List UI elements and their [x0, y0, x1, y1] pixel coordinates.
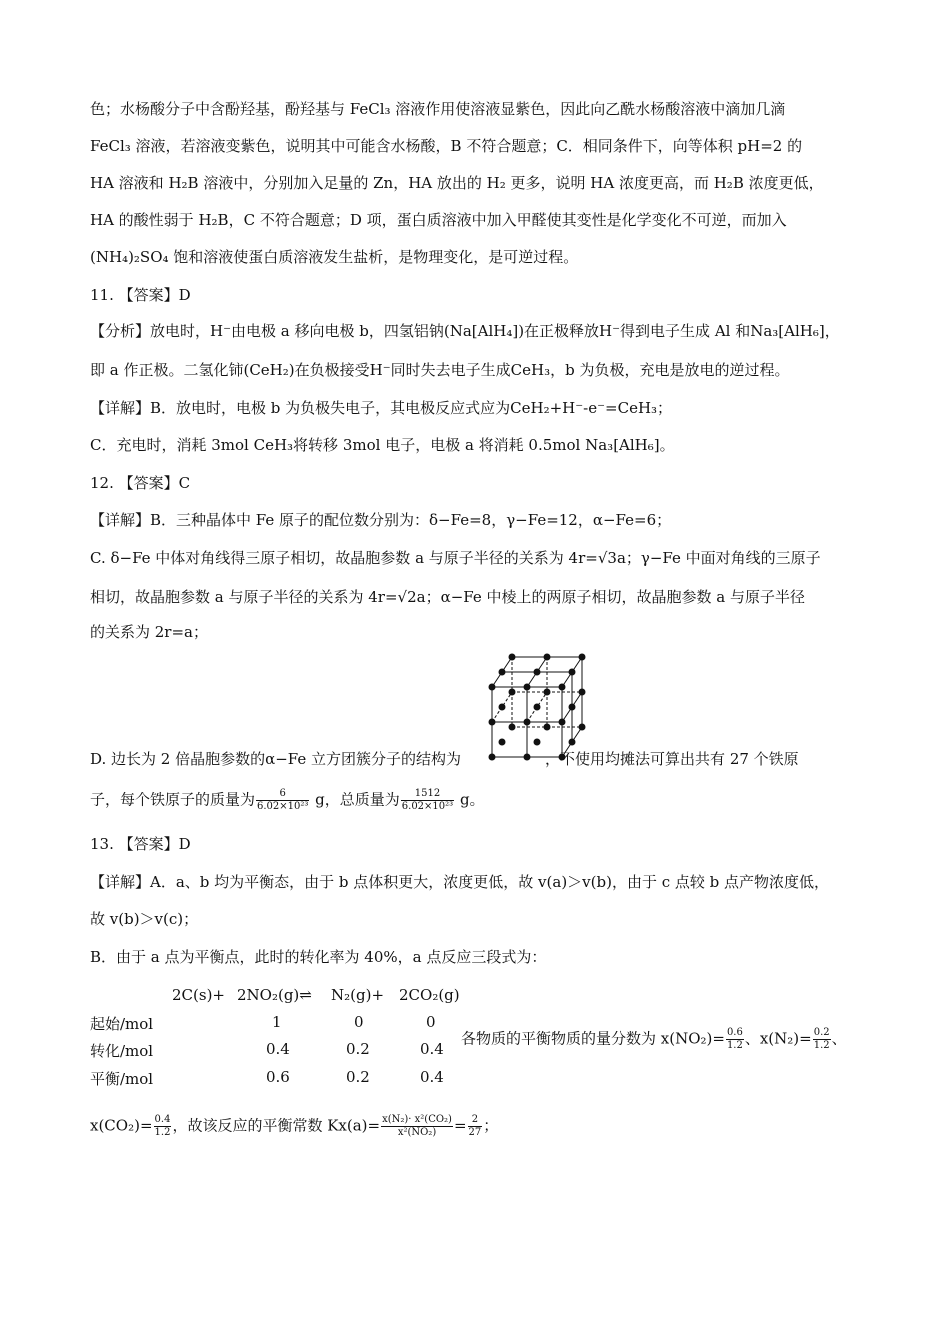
q12-d-pre: D. 边长为 2 倍晶胞参数的α−Fe 立方团簇分子的结构为	[90, 750, 462, 768]
eq-term: N₂(g)+	[331, 986, 385, 1004]
co2-fraction-text: x(CO₂)=	[90, 1116, 153, 1135]
fraction-num: 2	[468, 1114, 483, 1127]
q12-detail-b: 【详解】B．三种晶体中 Fe 原子的配位数分别为：δ−Fe=8，γ−Fe=12，α−Fe=6；	[90, 511, 672, 529]
q11-analysis-1: 【分析】放电时，H⁻由电极 a 移向电极 b，四氢铝钠(Na[AlH₄])在正极释放H⁻得到电子生成 Al 和Na₃[AlH₆]，	[90, 322, 840, 340]
fraction	[256, 788, 309, 813]
q13-detail-a2: 故 v(b)＞v(c)；	[90, 910, 199, 928]
eq-term: 2NO₂(g)⇌	[237, 986, 312, 1004]
q12-answer: 12. 【答案】C	[90, 474, 191, 492]
fraction-den: 6.02×10²³	[257, 801, 309, 812]
fraction	[401, 788, 454, 813]
fraction-num: 0.2	[813, 1027, 830, 1038]
row-label: 起始/mol	[90, 1015, 154, 1033]
q12-detail-e	[90, 788, 485, 813]
q12-e-post: g。	[455, 790, 485, 809]
q11-analysis-2: 即 a 作正极。二氢化铈(CeH₂)在负极接受H⁻同时失去电子生成CeH₃，b 为负极，充电是放电的逆过程。	[90, 361, 790, 379]
fraction	[726, 1027, 744, 1052]
q12-d-post: ，不使用均摊法可算出共有 27 个铁原	[545, 750, 799, 768]
para-line: HA 溶液和 H₂B 溶液中，分别加入足量的 Zn，HA 放出的 H₂ 更多，说明 HA 浓度更高，而 H₂B 浓度更低，	[90, 174, 824, 192]
q11-answer: 11. 【答案】D	[90, 286, 191, 304]
fraction-num: x(N₂)· x²(CO₂)	[382, 1114, 452, 1125]
row-value: 0.2	[346, 1040, 370, 1058]
eq-term: 2CO₂(g)	[399, 986, 460, 1004]
para-line: HA 的酸性弱于 H₂B，C 不符合题意；D 项，蛋白质溶液中加入甲醛使其变性是化学变化不可逆，而加入	[90, 211, 787, 229]
fraction	[154, 1114, 172, 1139]
q13-answer: 13. 【答案】D	[90, 835, 191, 853]
k-equals: =	[453, 1116, 467, 1135]
q11-detail-b: 【详解】B．放电时，电极 b 为负极失电子，其电极反应式应为CeH₂+H⁻-e⁻=CeH₃；	[90, 399, 673, 417]
q13-detail-b: B．由于 a 点为平衡点，此时的转化率为 40%，a 点反应三段式为：	[90, 948, 547, 966]
row-value: 0	[354, 1013, 364, 1031]
fraction	[813, 1027, 831, 1052]
fraction-num: 1512	[401, 788, 454, 801]
q11-detail-c: C．充电时，消耗 3mol CeH₃将转移 3mol 电子，电极 a 将消耗 0.5mol Na₃[AlH₆]。	[90, 436, 675, 454]
eq-term: 2C(s)+	[172, 986, 225, 1004]
row-label: 转化/mol	[90, 1042, 154, 1060]
fraction-den: 1.2	[813, 1040, 830, 1051]
fraction-den: 1.2	[726, 1040, 743, 1051]
mole-fraction-text: 各物质的平衡物质的量分数为 x(NO₂)=	[461, 1029, 725, 1048]
fraction-num: 0.6	[726, 1027, 743, 1038]
k-text: ，故该反应的平衡常数 Kx(a)=	[172, 1116, 381, 1135]
fraction-den: 27	[468, 1127, 482, 1138]
para-line: (NH₄)₂SO₄ 饱和溶液使蛋白质溶液发生盐析，是物理变化，是可逆过程。	[90, 248, 579, 266]
fraction	[381, 1114, 453, 1139]
q12-e-mid: g，总质量为	[310, 790, 400, 809]
k-end: ；	[483, 1116, 499, 1135]
row-value: 0.2	[346, 1068, 370, 1086]
q12-detail-c2: 相切，故晶胞参数 a 与原子半径的关系为 4r=√2a；α−Fe 中棱上的两原子相切，故晶胞参数 a 与原子半径	[90, 588, 805, 606]
fraction-den: 6.02×10²³	[401, 801, 454, 812]
fraction-num: 0.4	[154, 1114, 171, 1125]
q12-detail-c1: C. δ−Fe 中体对角线得三原子相切，故晶胞参数 a 与原子半径的关系为 4r=√3a；γ−Fe 中面对角线的三原子	[90, 549, 821, 567]
row-value: 0.6	[266, 1068, 290, 1086]
three-stage-table	[90, 986, 460, 1096]
q12-detail-c3: 的关系为 2r=a；	[90, 623, 208, 641]
row-value: 1	[272, 1013, 282, 1031]
equilibrium-constant-line	[90, 1114, 498, 1139]
q12-detail-d	[90, 748, 799, 770]
row-label: 平衡/mol	[90, 1070, 154, 1088]
fraction-den: x²(NO₂)	[397, 1127, 437, 1138]
q13-detail-a1: 【详解】A．a、b 均为平衡态，由于 b 点体积更大，浓度更低，故 v(a)＞v(b)，由于 c 点较 b 点产物浓度低，	[90, 873, 830, 891]
row-value: 0.4	[266, 1040, 290, 1058]
row-value: 0.4	[420, 1068, 444, 1086]
row-value: 0.4	[420, 1040, 444, 1058]
q12-e-pre: 子，每个铁原子的质量为	[90, 790, 256, 809]
para-line: FeCl₃ 溶液，若溶液变紫色，说明其中可能含水杨酸，B 不符合题意；C．相同条件下，向等体积 pH=2 的	[90, 137, 803, 155]
fraction	[468, 1114, 483, 1139]
para-line: 色；水杨酸分子中含酚羟基，酚羟基与 FeCl₃ 溶液作用使溶液显紫色，因此向乙酰水杨酸溶液中滴加几滴	[90, 100, 786, 118]
mole-fraction-text: 、x(N₂)=	[744, 1029, 812, 1048]
row-value: 0	[426, 1013, 436, 1031]
fraction-den: 1.2	[154, 1127, 171, 1138]
mole-fraction-line	[461, 1027, 847, 1052]
fraction-num: 6	[256, 788, 309, 801]
mole-fraction-text: 、	[831, 1029, 847, 1048]
